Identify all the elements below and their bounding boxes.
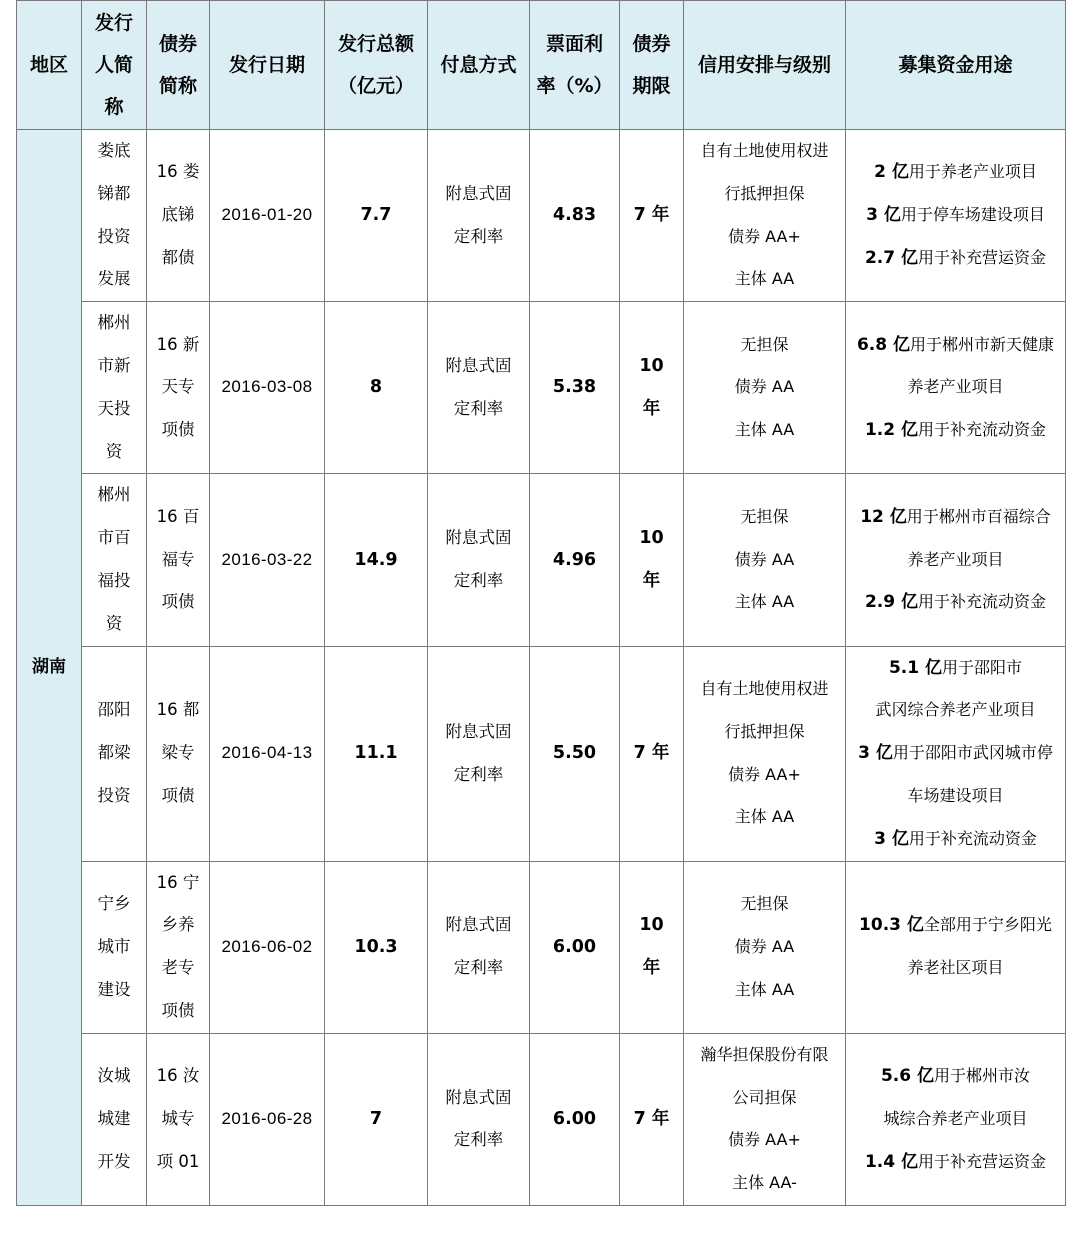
cell-line: 债券 AA+ xyxy=(728,226,801,246)
payment-method-cell xyxy=(428,861,530,1033)
cell-line: 主体 AA xyxy=(734,269,795,289)
table-row xyxy=(17,302,1066,474)
fund-use-text: 用于郴州市汝 xyxy=(934,1066,1031,1086)
fund-use-line xyxy=(849,366,1062,409)
cell-line: 都梁 xyxy=(97,743,131,763)
fund-use-line xyxy=(849,1055,1062,1098)
issue-amount-cell: 11.1 xyxy=(325,646,428,861)
cell-line: 债券 AA xyxy=(734,377,795,397)
cell-line: 债券 AA xyxy=(734,549,795,569)
cell-line: 16 娄 xyxy=(156,162,200,182)
cell-line: 10 xyxy=(639,915,664,936)
issue-date-cell: 2016-01-20 xyxy=(210,130,325,302)
fund-use-cell xyxy=(846,861,1066,1033)
cell-line: 市百 xyxy=(97,528,131,548)
coupon-rate-cell: 4.96 xyxy=(530,474,620,646)
fund-use-text: 用于补充营运资金 xyxy=(918,1151,1047,1171)
cell-line: 建设 xyxy=(97,979,131,999)
cell-line: 定利率 xyxy=(453,570,504,590)
fund-use-text: 养老产业项目 xyxy=(907,549,1004,569)
issuer-cell xyxy=(82,646,147,861)
cell-line: 发展 xyxy=(97,269,131,289)
credit-cell xyxy=(684,861,846,1033)
cell-line: 主体 AA xyxy=(734,420,795,440)
cell-line: 定利率 xyxy=(453,226,504,246)
cell-line: 自有土地使用权进 xyxy=(700,678,829,698)
cell-line: 项债 xyxy=(161,592,195,612)
region-cell: 湖南 xyxy=(17,130,82,1206)
cell-line: 主体 AA xyxy=(734,807,795,827)
fund-use-line xyxy=(849,947,1062,990)
coupon-rate-cell: 6.00 xyxy=(530,1033,620,1205)
header-bond-name: 债券 简称 xyxy=(147,1,210,130)
cell-line: 主体 AA- xyxy=(732,1173,797,1193)
fund-use-line xyxy=(849,732,1062,775)
cell-line: 16 汝 xyxy=(156,1066,200,1086)
cell-line: 7 年 xyxy=(633,743,670,764)
fund-use-text: 用于补充流动资金 xyxy=(918,420,1047,440)
bond-name-cell xyxy=(147,474,210,646)
cell-line: 无担保 xyxy=(740,893,789,913)
cell-line: 市新 xyxy=(97,355,131,375)
issuer-cell xyxy=(82,861,147,1033)
fund-use-text: 用于郴州市百福综合 xyxy=(906,506,1051,526)
fund-amount: 5.1 亿 xyxy=(888,657,943,678)
fund-amount: 10.3 亿 xyxy=(859,915,924,936)
cell-line: 附息式固 xyxy=(445,183,512,203)
fund-use-text: 用于郴州市新天健康 xyxy=(910,334,1055,354)
table-row xyxy=(17,130,1066,302)
header-fund-use: 募集资金用途 xyxy=(846,1,1066,130)
cell-line: 开发 xyxy=(97,1151,131,1171)
cell-line: 定利率 xyxy=(453,764,504,784)
cell-line: 资 xyxy=(105,613,123,633)
table-row xyxy=(17,646,1066,861)
cell-line: 公司担保 xyxy=(732,1087,797,1107)
cell-line: 7 年 xyxy=(633,1108,670,1129)
table-row xyxy=(17,474,1066,646)
cell-line: 主体 AA xyxy=(734,592,795,612)
cell-line: 项债 xyxy=(161,785,195,805)
cell-line: 定利率 xyxy=(453,398,504,418)
cell-line: 老专 xyxy=(161,958,195,978)
cell-line: 附息式固 xyxy=(445,915,512,935)
fund-amount: 3 亿 xyxy=(858,743,893,764)
cell-line: 行抵押担保 xyxy=(724,721,805,741)
payment-method-cell xyxy=(428,302,530,474)
issue-amount-cell: 8 xyxy=(325,302,428,474)
fund-use-line xyxy=(849,151,1062,194)
fund-amount: 2 亿 xyxy=(874,162,909,183)
credit-cell xyxy=(684,130,846,302)
fund-use-text: 养老产业项目 xyxy=(907,377,1004,397)
header-term: 债券 期限 xyxy=(620,1,684,130)
cell-line: 郴州 xyxy=(97,313,131,333)
cell-line: 7 年 xyxy=(633,205,670,226)
header-region: 地区 xyxy=(17,1,82,130)
bond-name-cell xyxy=(147,302,210,474)
fund-use-line xyxy=(849,818,1062,861)
cell-line: 16 新 xyxy=(156,334,200,354)
credit-cell xyxy=(684,302,846,474)
fund-use-text: 全部用于宁乡阳光 xyxy=(923,915,1052,935)
issuer-cell xyxy=(82,130,147,302)
issue-amount-cell: 7.7 xyxy=(325,130,428,302)
coupon-rate-cell: 6.00 xyxy=(530,861,620,1033)
cell-line: 邵阳 xyxy=(97,700,131,720)
coupon-rate-cell: 5.50 xyxy=(530,646,620,861)
cell-line: 瀚华担保股份有限 xyxy=(700,1044,829,1064)
fund-use-text: 用于补充流动资金 xyxy=(918,592,1047,612)
fund-use-line xyxy=(849,1141,1062,1184)
fund-use-text: 用于养老产业项目 xyxy=(908,162,1037,182)
payment-method-cell xyxy=(428,1033,530,1205)
fund-use-text: 用于补充营运资金 xyxy=(918,247,1047,267)
cell-line: 10 xyxy=(639,355,664,376)
cell-line: 附息式固 xyxy=(445,721,512,741)
fund-use-line xyxy=(849,775,1062,818)
bond-name-cell xyxy=(147,646,210,861)
cell-line: 城建 xyxy=(97,1108,131,1128)
fund-use-cell xyxy=(846,474,1066,646)
header-row xyxy=(17,1,1066,130)
issue-amount-cell: 14.9 xyxy=(325,474,428,646)
credit-cell xyxy=(684,646,846,861)
fund-use-line xyxy=(849,904,1062,947)
term-cell xyxy=(620,1033,684,1205)
term-cell xyxy=(620,130,684,302)
issue-amount-cell: 7 xyxy=(325,1033,428,1205)
payment-method-cell xyxy=(428,130,530,302)
term-cell xyxy=(620,302,684,474)
fund-use-cell xyxy=(846,646,1066,861)
header-issuer: 发行 人简 称 xyxy=(82,1,147,130)
fund-amount: 5.6 亿 xyxy=(880,1066,935,1087)
credit-cell xyxy=(684,474,846,646)
issuer-cell xyxy=(82,302,147,474)
term-cell xyxy=(620,646,684,861)
coupon-rate-cell: 4.83 xyxy=(530,130,620,302)
coupon-rate-cell: 5.38 xyxy=(530,302,620,474)
cell-line: 天投 xyxy=(97,398,131,418)
cell-line: 投资 xyxy=(97,226,131,246)
cell-line: 项 01 xyxy=(156,1151,200,1171)
header-coupon-rate: 票面利 率（%） xyxy=(530,1,620,130)
fund-amount: 6.8 亿 xyxy=(856,334,911,355)
cell-line: 城专 xyxy=(161,1108,195,1128)
cell-line: 乡养 xyxy=(161,915,195,935)
bond-name-cell xyxy=(147,130,210,302)
cell-line: 都债 xyxy=(161,247,195,267)
fund-amount: 2.7 亿 xyxy=(864,247,919,268)
fund-use-text: 武冈综合养老产业项目 xyxy=(875,700,1036,720)
fund-use-text: 用于停车场建设项目 xyxy=(900,205,1045,225)
payment-method-cell xyxy=(428,646,530,861)
fund-use-cell xyxy=(846,302,1066,474)
cell-line: 底锑 xyxy=(161,205,195,225)
cell-line: 16 宁 xyxy=(156,872,200,892)
cell-line: 定利率 xyxy=(453,1130,504,1150)
issue-date-cell: 2016-06-02 xyxy=(210,861,325,1033)
cell-line: 年 xyxy=(642,398,661,419)
fund-amount: 1.4 亿 xyxy=(864,1151,919,1172)
fund-amount: 3 亿 xyxy=(866,205,901,226)
fund-use-cell xyxy=(846,1033,1066,1205)
cell-line: 郴州 xyxy=(97,485,131,505)
cell-line: 娄底 xyxy=(97,141,131,160)
cell-line: 项债 xyxy=(161,1000,195,1020)
cell-line: 债券 AA+ xyxy=(728,1130,801,1150)
issue-date-cell: 2016-03-08 xyxy=(210,302,325,474)
cell-line: 项债 xyxy=(161,420,195,440)
fund-amount: 2.9 亿 xyxy=(864,592,919,613)
fund-use-text: 用于邵阳市武冈城市停 xyxy=(892,743,1053,763)
cell-line: 城市 xyxy=(97,936,131,956)
cell-line: 定利率 xyxy=(453,958,504,978)
table-row xyxy=(17,1033,1066,1205)
cell-line: 附息式固 xyxy=(445,528,512,548)
fund-use-text: 车场建设项目 xyxy=(907,785,1004,805)
cell-line: 债券 AA xyxy=(734,936,795,956)
fund-use-line xyxy=(849,194,1062,237)
issue-date-cell: 2016-06-28 xyxy=(210,1033,325,1205)
table-row xyxy=(17,861,1066,1033)
issue-amount-cell: 10.3 xyxy=(325,861,428,1033)
cell-line: 锑都 xyxy=(97,183,131,203)
cell-line: 年 xyxy=(642,570,661,591)
cell-line: 行抵押担保 xyxy=(724,183,805,203)
issuer-cell xyxy=(82,1033,147,1205)
issue-date-cell: 2016-03-22 xyxy=(210,474,325,646)
header-payment-method: 付息方式 xyxy=(428,1,530,130)
cell-line: 16 都 xyxy=(156,700,200,720)
cell-line: 附息式固 xyxy=(445,355,512,375)
cell-line: 主体 AA xyxy=(734,979,795,999)
fund-use-text: 养老社区项目 xyxy=(907,958,1004,978)
fund-amount: 12 亿 xyxy=(860,506,907,527)
fund-use-text: 用于补充流动资金 xyxy=(908,828,1037,848)
fund-use-line xyxy=(849,689,1062,732)
cell-line: 汝城 xyxy=(97,1066,131,1086)
term-cell xyxy=(620,861,684,1033)
header-credit: 信用安排与级别 xyxy=(684,1,846,130)
fund-use-text: 用于邵阳市 xyxy=(942,657,1023,677)
fund-use-line xyxy=(849,324,1062,367)
cell-line: 10 xyxy=(639,528,664,549)
issue-date-cell: 2016-04-13 xyxy=(210,646,325,861)
cell-line: 投资 xyxy=(97,785,131,805)
cell-line: 无担保 xyxy=(740,506,789,526)
cell-line: 天专 xyxy=(161,377,195,397)
header-issue-amount: 发行总额 （亿元） xyxy=(325,1,428,130)
fund-amount: 3 亿 xyxy=(874,828,909,849)
bond-name-cell xyxy=(147,861,210,1033)
cell-line: 福专 xyxy=(161,549,195,569)
header-issue-date: 发行日期 xyxy=(210,1,325,130)
cell-line: 梁专 xyxy=(161,743,195,763)
cell-line: 福投 xyxy=(97,570,131,590)
fund-use-line xyxy=(849,409,1062,452)
cell-line: 年 xyxy=(642,958,661,979)
bond-name-cell xyxy=(147,1033,210,1205)
cell-line: 宁乡 xyxy=(97,893,131,913)
term-cell xyxy=(620,474,684,646)
cell-line: 无担保 xyxy=(740,334,789,354)
cell-line: 资 xyxy=(105,441,123,461)
fund-use-line xyxy=(849,539,1062,582)
fund-use-line xyxy=(849,237,1062,280)
fund-use-line xyxy=(849,496,1062,539)
issuer-cell xyxy=(82,474,147,646)
fund-use-cell xyxy=(846,130,1066,302)
bond-table xyxy=(16,0,1066,1206)
cell-line: 自有土地使用权进 xyxy=(700,141,829,160)
credit-cell xyxy=(684,1033,846,1205)
fund-use-line xyxy=(849,647,1062,690)
fund-use-line xyxy=(849,1098,1062,1141)
cell-line: 附息式固 xyxy=(445,1087,512,1107)
fund-use-text: 城综合养老产业项目 xyxy=(883,1108,1028,1128)
fund-use-line xyxy=(849,581,1062,624)
payment-method-cell xyxy=(428,474,530,646)
cell-line: 债券 AA+ xyxy=(728,764,801,784)
cell-line: 16 百 xyxy=(156,506,200,526)
fund-amount: 1.2 亿 xyxy=(864,420,919,441)
